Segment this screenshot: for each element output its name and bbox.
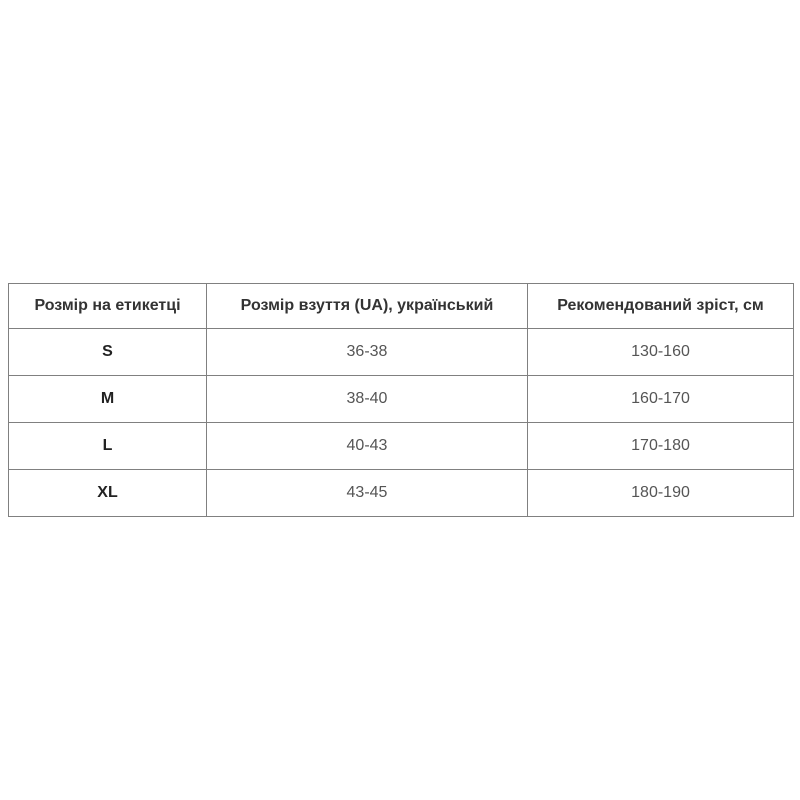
table-row <box>9 329 794 376</box>
table-row <box>9 423 794 470</box>
header-cell-size-label: Розмір на етикетці <box>9 284 207 329</box>
shoe-size-cell: 36-38 <box>207 329 528 376</box>
shoe-size-cell: 43-45 <box>207 470 528 517</box>
table-header-row <box>9 284 794 329</box>
shoe-size-cell: 38-40 <box>207 376 528 423</box>
size-label-cell: S <box>9 329 207 376</box>
size-label-cell: M <box>9 376 207 423</box>
size-label-cell: L <box>9 423 207 470</box>
height-cell: 160-170 <box>528 376 794 423</box>
height-cell: 130-160 <box>528 329 794 376</box>
shoe-size-cell: 40-43 <box>207 423 528 470</box>
header-cell-height: Рекомендований зріст, см <box>528 284 794 329</box>
header-cell-shoe-size: Розмір взуття (UA), український <box>207 284 528 329</box>
height-cell: 180-190 <box>528 470 794 517</box>
size-chart-table <box>8 283 794 517</box>
height-cell: 170-180 <box>528 423 794 470</box>
table-row <box>9 376 794 423</box>
size-label-cell: XL <box>9 470 207 517</box>
table-row <box>9 470 794 517</box>
